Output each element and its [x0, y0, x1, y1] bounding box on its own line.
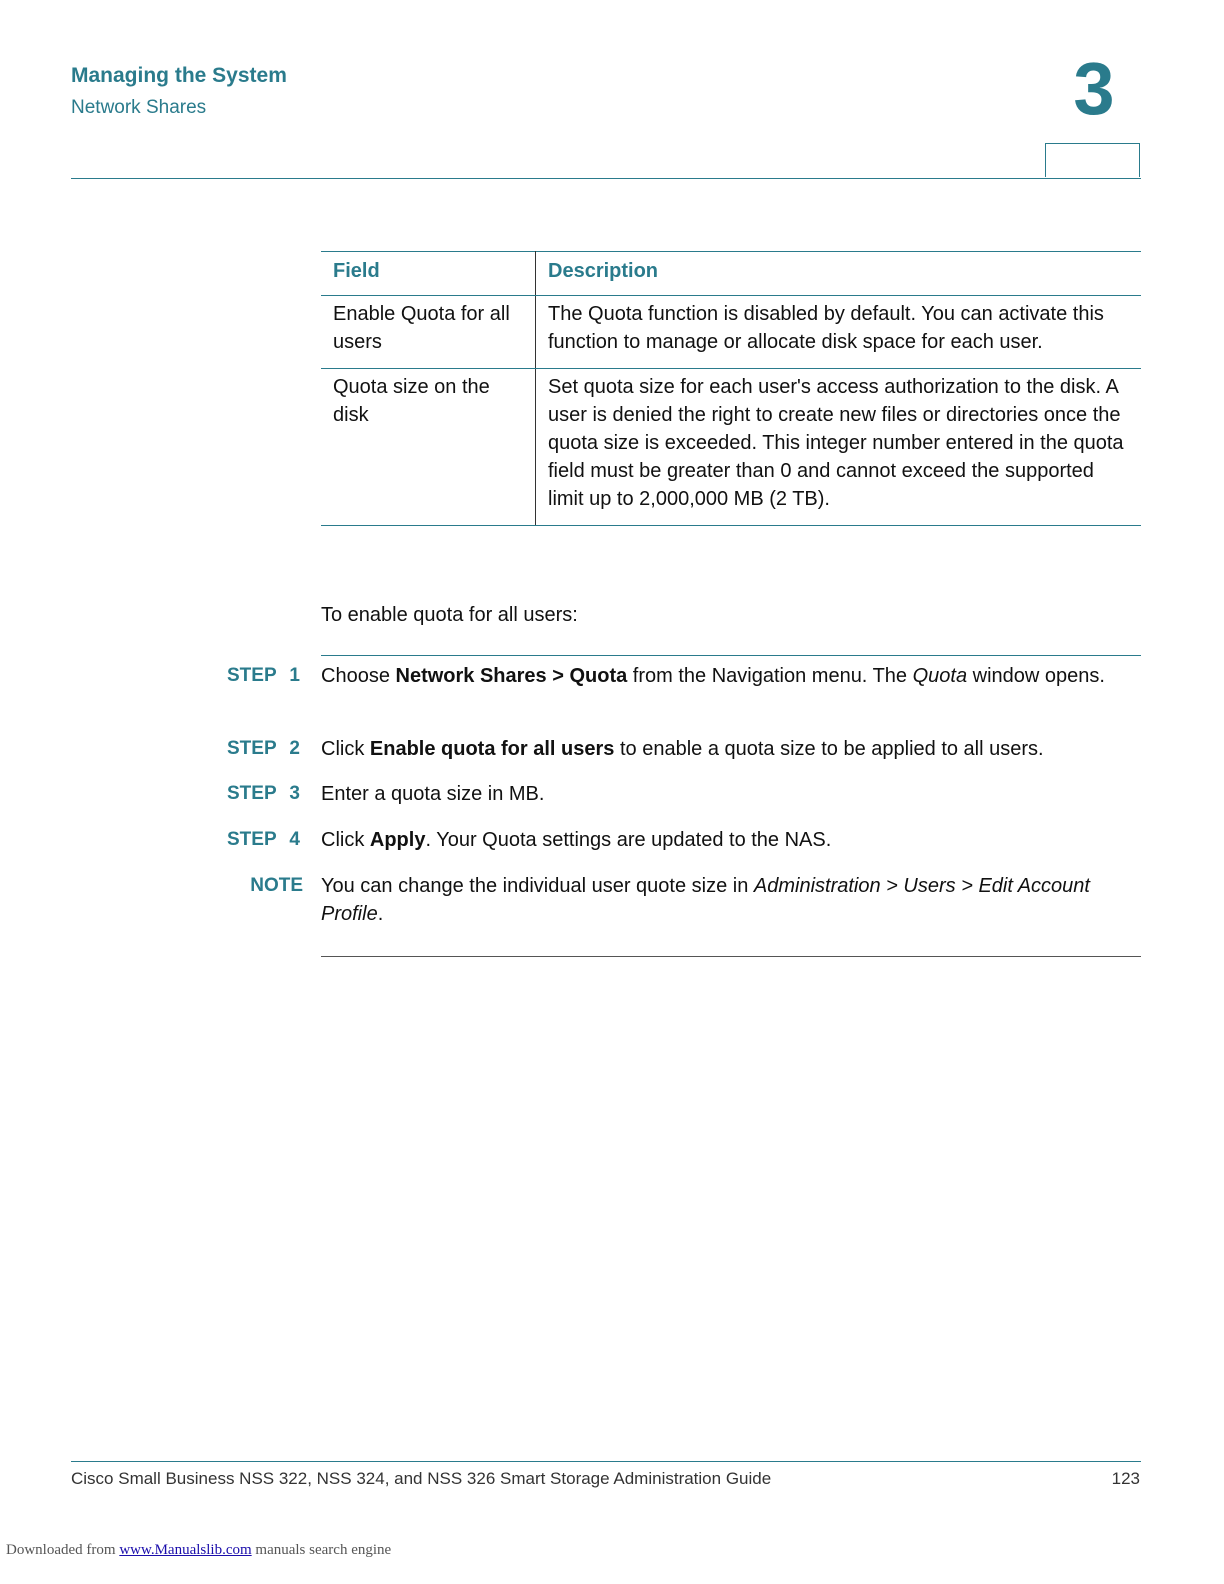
page-number: 123	[1111, 1469, 1140, 1488]
field-cell: Enable Quota for all users	[321, 296, 536, 369]
footer-guide-title: Cisco Small Business NSS 322, NSS 324, and NSS 326 Smart Storage Administration Guide	[71, 1469, 772, 1488]
step-label: STEP 1	[227, 665, 300, 686]
download-line: Downloaded from www.Manualslib.com manuals search engine	[6, 1542, 392, 1558]
step-text: Click Enable quota for all users to enable a quota size to be applied to all users.	[321, 738, 1044, 760]
chapter-tab-box	[1045, 143, 1140, 177]
section-subtitle: Network Shares	[71, 97, 207, 118]
column-header-field: Field	[321, 252, 536, 296]
step-text: Click Apply. Your Quota settings are updated to the NAS.	[321, 829, 832, 851]
chapter-title: Managing the System	[71, 64, 287, 87]
footer-rule	[71, 1461, 1141, 1462]
step-text: Choose Network Shares > Quota from the Navigation menu. The Quota window opens.	[321, 665, 1105, 687]
procedure-intro: To enable quota for all users:	[321, 604, 578, 626]
note-text: You can change the individual user quote size in Administration > Users > Edit Account Profile.	[321, 875, 1090, 925]
field-description-table	[321, 251, 1141, 526]
table-row	[321, 296, 1141, 369]
header-rule	[71, 178, 1141, 179]
field-cell: Quota size on the disk	[321, 369, 536, 526]
step-label: STEP 4	[227, 829, 300, 850]
manualslib-link[interactable]: www.Manualslib.com	[119, 1542, 252, 1558]
description-cell: Set quota size for each user's access authorization to the disk. A user is denied the right to create new files or directories once the quota size is exceeded. This integer number entered in the quota field must be greater than 0 and cannot exceed the supported limit up to 2,000,000 MB (2 TB).	[536, 369, 1142, 526]
step-label: STEP 2	[227, 738, 300, 759]
description-cell: The Quota function is disabled by default. You can activate this function to manage or allocate disk space for each user.	[536, 296, 1142, 369]
step-label: STEP 3	[227, 783, 300, 804]
table-row	[321, 369, 1141, 526]
step-text: Enter a quota size in MB.	[321, 783, 545, 805]
note-label: NOTE	[250, 875, 303, 896]
column-header-description: Description	[536, 252, 1142, 296]
note-bottom-rule	[321, 956, 1141, 957]
table-header-row	[321, 252, 1141, 296]
steps-top-rule	[321, 655, 1141, 656]
chapter-number: 3	[1073, 47, 1115, 130]
